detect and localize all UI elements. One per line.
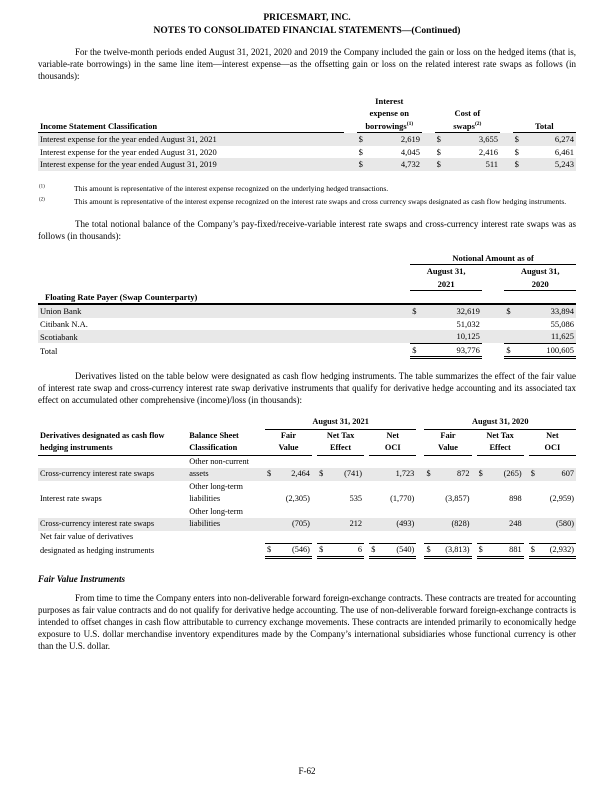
t2-left-header: Floating Rate Payer (Swap Counterparty) (38, 291, 394, 305)
cell-spacer (259, 506, 576, 519)
t3-subheader-row (38, 429, 576, 455)
cell-dollar (369, 518, 380, 531)
t1-col-cost-of-swaps: Cost of swaps$^{(2)}$ (435, 95, 500, 133)
cell-value: (540) (380, 543, 416, 558)
cell-spacer (416, 543, 424, 558)
table-row (38, 330, 576, 343)
t1-col-total: Total (513, 95, 576, 133)
cell-spacer (394, 318, 410, 331)
cell-value: 93,776 (425, 343, 482, 358)
cell-label: Total (40, 346, 58, 357)
cell-value: 2,416 (478, 146, 499, 157)
cell-value: 607 (561, 469, 574, 479)
cell-value: (265) (503, 469, 522, 479)
cell-value: (493) (396, 519, 415, 529)
table-row (38, 455, 576, 468)
cell-dollar (265, 493, 276, 506)
t3-col-fair-value: Fair Value (265, 429, 312, 455)
cell-spacer (38, 252, 410, 265)
paragraph-notional-balance: The total notional balance of the Company’s pay-fixed/receive-variable interest rate swaps and cross-currency interest rate swaps was as follows (in thousands): (38, 219, 576, 241)
cell-dollar: $ (266, 469, 272, 479)
cell-spacer (394, 330, 410, 343)
cell-spacer (344, 133, 357, 146)
cell-label: Citibank N.A. (40, 318, 88, 329)
t3-group-header-row (38, 416, 576, 429)
table-row (38, 318, 576, 331)
cell-value: 2,464 (291, 469, 310, 479)
cell-dollar: $ (412, 306, 417, 317)
t3-col-fair-value: Fair Value (424, 429, 471, 455)
cell-spacer (38, 416, 265, 429)
cell-spacer (482, 318, 505, 331)
t2-left-header-row (38, 291, 576, 305)
cell-value: (828) (451, 519, 470, 529)
cell-dollar: $ (426, 469, 431, 479)
cell-dollar: $ (410, 343, 424, 358)
cell-dollar: $ (529, 543, 540, 558)
cell-dollar: $ (358, 159, 363, 170)
cell-dollar (477, 518, 488, 531)
cell-label: designated as hedging instruments (40, 546, 155, 556)
table-row (38, 468, 576, 481)
cell-value: (3,813) (436, 543, 472, 558)
derivatives-fair-value-table (38, 416, 576, 559)
t3-col-net-oci: Net OCI (369, 429, 416, 455)
cell-value: 872 (457, 469, 470, 479)
cell-value: 6,274 (554, 134, 574, 145)
t3-total-row (38, 543, 576, 558)
cell-value: (546) (276, 543, 312, 558)
cell-spacer (500, 158, 513, 171)
interest-expense-table (38, 95, 576, 171)
company-title: PRICESMART, INC. (263, 13, 351, 23)
cell-spacer (422, 146, 435, 159)
cell-spacer (344, 158, 357, 171)
cell-value: 33,894 (550, 306, 574, 317)
cell-spacer (394, 291, 576, 305)
cell-dollar (504, 330, 518, 343)
footnote-text: This amount is representative of the interest expense recognized on the interest rate swaps and cross currency swaps designated as cash flow hedging instruments. (74, 196, 567, 206)
cell-dollar (265, 518, 276, 531)
cell-value: 11,625 (550, 331, 574, 342)
cell-spacer (500, 95, 513, 133)
cell-value: 2,619 (400, 134, 420, 145)
cell-dollar (317, 493, 328, 506)
cell-spacer (416, 429, 424, 455)
cell-label: Cross-currency interest rate swaps (40, 469, 155, 479)
cell-value: 212 (349, 519, 363, 529)
table-row (38, 518, 576, 531)
cell-value: 4,732 (400, 159, 420, 170)
cell-label (38, 455, 183, 468)
cell-value: 898 (509, 494, 522, 504)
cell-value: 5,243 (554, 159, 574, 170)
paragraph-derivatives-designated: Derivatives listed on the table below were designated as cash flow hedging instruments. The table summarizes the effect of the fair value of interest rate swap and cross-currency interest rate swap derivative instruments that qualify for derivative hedge accounting and its associated tax effect on accumulated other comprehensive (income)/loss (in thousands): (38, 371, 576, 406)
cell-balance-sheet (187, 543, 259, 558)
footnotes-block (38, 184, 576, 208)
cell-dollar: $ (477, 543, 488, 558)
cell-value: (2,959) (549, 494, 574, 504)
cell-dollar: $ (424, 543, 435, 558)
cell-value: 535 (349, 494, 363, 504)
cell-balance-sheet: liabilities (189, 494, 221, 504)
notional-amount-table (38, 252, 576, 360)
cell-balance-sheet: Other long-term (189, 481, 243, 491)
t1-left-header: Income Statement Classification (38, 95, 344, 133)
t3-balance-sheet-header: Balance Sheet Classification (187, 429, 265, 455)
cell-dollar: $ (317, 543, 328, 558)
footnote-2 (38, 197, 576, 207)
cell-spacer (500, 146, 513, 159)
cell-label (38, 506, 183, 519)
cell-value: 51,032 (456, 318, 480, 329)
t2-total-row (38, 343, 576, 358)
t2-col-2020: August 31, 2020 (504, 265, 576, 291)
cell-spacer (482, 343, 505, 358)
cell-label: Interest expense for the year ended August 31, 2021 (40, 134, 217, 145)
cell-spacer (422, 158, 435, 171)
cell-dollar (424, 518, 435, 531)
cell-value: 6,461 (554, 146, 574, 157)
cell-dollar (369, 468, 380, 481)
t3-group-2021: August 31, 2021 (265, 416, 416, 429)
cell-value: 1,723 (395, 469, 415, 479)
cell-spacer (422, 95, 435, 133)
cell-dollar: $ (514, 159, 519, 170)
table-row (38, 493, 576, 506)
cell-dollar: $ (436, 134, 441, 145)
t3-left-header: Derivatives designated as cash flow hedging instruments (38, 429, 187, 455)
cell-spacer (422, 133, 435, 146)
cell-spacer (394, 343, 410, 358)
cell-dollar: $ (514, 146, 519, 157)
cell-value: (741) (344, 469, 363, 479)
cell-value: (580) (556, 519, 574, 529)
cell-value: (2,932) (540, 543, 576, 558)
t1-header-row (38, 95, 576, 133)
cell-balance-sheet: liabilities (189, 519, 221, 529)
cell-value: 4,045 (400, 146, 420, 157)
cell-value: 3,655 (478, 134, 499, 145)
t3-col-net-tax-effect: Net Tax Effect (477, 429, 524, 455)
cell-dollar (317, 518, 328, 531)
cell-value: (3,857) (445, 494, 470, 504)
cell-dollar (369, 493, 380, 506)
cell-value: 32,619 (456, 306, 480, 317)
table-row (38, 531, 576, 544)
cell-spacer (482, 265, 505, 291)
cell-spacer (344, 146, 357, 159)
cell-spacer (394, 304, 410, 318)
cell-label: Interest expense for the year ended August 31, 2019 (40, 159, 217, 170)
cell-label: Union Bank (40, 306, 82, 317)
cell-label: Cross-currency interest rate swaps (40, 519, 155, 529)
cell-spacer (482, 330, 505, 343)
t3-group-2020: August 31, 2020 (424, 416, 576, 429)
table-row (38, 304, 576, 318)
cell-dollar: $ (369, 543, 380, 558)
t2-group-header-row (38, 252, 576, 265)
table-row (38, 146, 576, 159)
page-number: F-62 (298, 766, 316, 776)
cell-dollar: $ (514, 134, 519, 145)
cell-value: (1,770) (390, 494, 415, 504)
paragraph-forward-contracts: From time to time the Company enters into non-deliverable forward foreign-exchange contracts. These contracts are treated for accounting purposes as fair value contracts and do not qualify for derivative hedge accounting. The use of non-deliverable forward foreign-exchange contracts is intended to offset changes in cash flow attributable to currency exchange movements. These contracts are intended primarily to economically hedge exposure to U.S. dollar merchandise inventory expenditures made by the Company’s international subsidiaries whose functional currency is other than the U.S. dollar. (38, 593, 576, 652)
cell-spacer (344, 95, 357, 133)
paragraph-hedged-items: For the twelve-month periods ended August 31, 2021, 2020 and 2019 the Company included the gain or loss on the hedged items (that is, variable-rate borrowings) in the same line item—interest expense—as the offsetting gain or loss on the related interest rate swaps as follows (in thousands): (38, 46, 576, 81)
cell-dollar: $ (358, 134, 363, 145)
footnote-ref-2: (2) (474, 120, 482, 127)
cell-label: Net fair value of derivatives (40, 531, 134, 541)
cell-label: Interest expense for the year ended August 31, 2020 (40, 146, 217, 157)
cell-value: 10,125 (456, 331, 480, 342)
cell-spacer (259, 455, 576, 468)
footnote-marker: (1) (39, 184, 45, 189)
cell-dollar (410, 318, 424, 331)
t3-col-net-oci: Net OCI (529, 429, 576, 455)
cell-dollar: $ (319, 469, 324, 479)
cell-dollar: $ (265, 543, 276, 558)
cell-dollar: $ (530, 469, 535, 479)
t2-col-2021: August 31, 2021 (410, 265, 482, 291)
table-row (38, 481, 576, 494)
cell-dollar: $ (504, 343, 518, 358)
cell-dollar (477, 493, 488, 506)
cell-dollar: $ (436, 159, 441, 170)
cell-dollar (504, 318, 518, 331)
cell-spacer (416, 416, 424, 429)
cell-dollar (529, 493, 540, 506)
cell-label: Scotiabank (40, 331, 78, 342)
cell-label: Interest rate swaps (40, 494, 102, 504)
cell-balance-sheet: Other non-current (189, 456, 249, 466)
cell-balance-sheet: Other long-term (189, 506, 243, 516)
cell-spacer (416, 468, 424, 481)
cell-spacer (183, 531, 576, 544)
cell-value: 511 (485, 159, 499, 170)
cell-value: (705) (291, 519, 310, 529)
footnote-text: This amount is representative of the interest expense recognized on the underlying hedged transactions. (74, 183, 389, 193)
t2-date-header-row (38, 265, 576, 291)
cell-spacer (38, 265, 410, 291)
document-header (38, 12, 576, 38)
cell-dollar: $ (478, 469, 483, 479)
cell-value: 55,086 (550, 318, 574, 329)
cell-spacer (482, 304, 505, 318)
t1-col-interest-expense-borrowings: Interest expense on borrowings$^{(1)}$ (357, 95, 422, 133)
table-row (38, 158, 576, 171)
cell-spacer (416, 493, 424, 506)
cell-spacer (259, 481, 576, 494)
cell-dollar: $ (436, 146, 441, 157)
cell-dollar: $ (358, 146, 363, 157)
footnote-marker: (2) (39, 197, 45, 203)
section-heading-fair-value-instruments: Fair Value Instruments (38, 574, 126, 585)
cell-value: 248 (509, 519, 522, 529)
cell-spacer (500, 133, 513, 146)
footnote-1 (38, 184, 576, 194)
cell-dollar (410, 330, 424, 343)
footnote-ref-1: (1) (406, 120, 414, 127)
cell-dollar (424, 493, 435, 506)
cell-dollar: $ (506, 306, 511, 317)
cell-dollar (529, 518, 540, 531)
table-row (38, 133, 576, 146)
table-row (38, 506, 576, 519)
cell-value: (2,305) (285, 494, 310, 504)
cell-label (38, 481, 183, 494)
t3-col-net-tax-effect: Net Tax Effect (317, 429, 364, 455)
cell-value: 6 (328, 543, 364, 558)
cell-value: 881 (488, 543, 524, 558)
t2-group-header: Notional Amount as of (410, 252, 576, 265)
cell-balance-sheet: assets (189, 469, 209, 479)
document-title: NOTES TO CONSOLIDATED FINANCIAL STATEMENTS—(Continued) (153, 25, 461, 36)
cell-spacer (416, 518, 424, 531)
cell-value: 100,605 (519, 343, 576, 358)
